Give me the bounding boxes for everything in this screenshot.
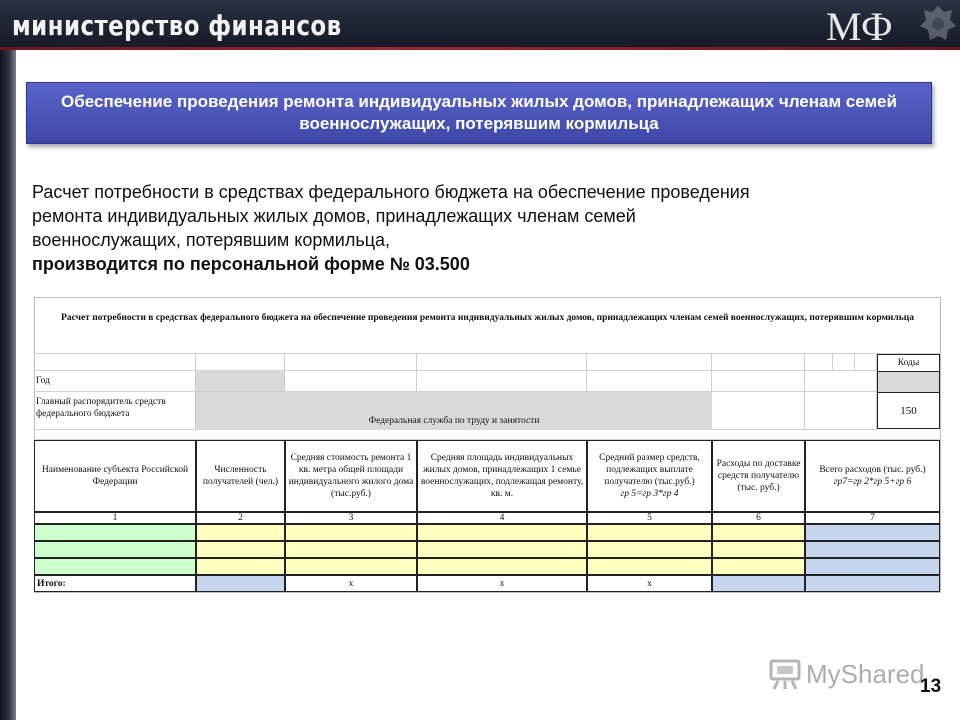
codes-header: Коды	[877, 354, 940, 372]
col-header-total-text: Всего расходов (тыс. руб.)	[819, 465, 926, 475]
grid-cell	[587, 371, 712, 392]
table-row-3-avg-payment[interactable]	[587, 558, 712, 575]
col-header-avg-payment-text: Средний размер средств, подлежащих выплате получателю (тыс.руб.)	[599, 453, 700, 487]
col-header-avg-payment	[587, 440, 712, 512]
total-delivery	[712, 575, 805, 592]
total-x-avg-cost: х	[285, 575, 417, 592]
col-header-avg-cost: Средняя стоимость ремонта 1 кв. метра общей площади индивидуального жилого дома (тыс.руб.)	[285, 440, 417, 512]
col-header-delivery: Расходы по доставке средств получателю (тыс. руб.)	[712, 440, 805, 512]
grid-cell	[833, 354, 855, 371]
table-row-1-region[interactable]	[34, 524, 196, 541]
table-row-1-avg-payment[interactable]	[587, 524, 712, 541]
section-title-banner	[26, 82, 932, 144]
col-number: 3	[285, 512, 417, 524]
total-x-avg-payment: х	[587, 575, 712, 592]
intro-line-1: Расчет потребности в средствах федерального бюджета на обеспечение проведения	[32, 182, 750, 202]
col-number: 5	[587, 512, 712, 524]
distributor-value[interactable]: Федеральная служба по труду и занятости	[196, 392, 712, 430]
table-row-3-avg-cost[interactable]	[285, 558, 417, 575]
table-row-1-delivery[interactable]	[712, 524, 805, 541]
col-header-recipients: Численность получателей (чел.)	[196, 440, 285, 512]
total-x-avg-area: х	[417, 575, 587, 592]
grid-cell	[285, 371, 417, 392]
total-recipients	[196, 575, 285, 592]
table-row-2-region[interactable]	[34, 541, 196, 558]
table-row-1-recipients[interactable]	[196, 524, 285, 541]
grid-cell	[587, 354, 712, 371]
table-row-3-region[interactable]	[34, 558, 196, 575]
table-row-1-avg-area[interactable]	[417, 524, 587, 541]
table-row-3-delivery[interactable]	[712, 558, 805, 575]
intro-text	[32, 180, 912, 276]
formula-col5: гр 5=гр 3*гр 4	[620, 489, 679, 499]
table-row-2-avg-payment[interactable]	[587, 541, 712, 558]
intro-line-3: военнослужащих, потерявшим кормильца,	[32, 230, 391, 250]
blank-row	[34, 337, 941, 354]
table-row-3-recipients[interactable]	[196, 558, 285, 575]
table-row-3-avg-area[interactable]	[417, 558, 587, 575]
col-number: 7	[805, 512, 940, 524]
table-row-2-avg-cost[interactable]	[285, 541, 417, 558]
table-row-2-avg-area[interactable]	[417, 541, 587, 558]
form-03500-table	[34, 297, 941, 593]
header-bar	[0, 0, 960, 50]
ministry-title: министерство финансов	[12, 9, 342, 42]
grid-cell	[417, 354, 587, 371]
page-number: 13	[920, 676, 942, 697]
year-input[interactable]	[196, 371, 285, 392]
logo-text: МФ	[826, 4, 893, 46]
formula-col7: гр7=гр 2*гр 5+гр 6	[833, 477, 912, 487]
grid-cell	[712, 354, 805, 371]
grid-cell	[805, 354, 833, 371]
col-number: 4	[417, 512, 587, 524]
table-row-1-total	[805, 524, 940, 541]
intro-form-reference: производится по персональной форме № 03.500	[32, 254, 470, 274]
distributor-label: Главный распорядитель средств федерального бюджета	[34, 392, 196, 430]
col-header-region: Наименование субъекта Российской Федерации	[34, 440, 196, 512]
grid-cell	[855, 354, 877, 371]
total-expenses	[805, 575, 940, 592]
grid-cell	[34, 354, 196, 371]
table-row-2-recipients[interactable]	[196, 541, 285, 558]
myshared-watermark	[768, 654, 925, 694]
ministry-logo	[822, 2, 916, 46]
form-title: Расчет потребности в средствах федерального бюджета на обеспечение проведения ремонта индивидуальных жилых домов, принадлежащих членам семей военнослужащих, потерявшим кормильца	[61, 313, 914, 323]
grid-cell	[417, 371, 587, 392]
banner-text: Обеспечение проведения ремонта индивидуальных жилых домов, принадлежащих членам семей военнослужащих, потерявшим кормильца	[61, 92, 897, 133]
col-number: 6	[712, 512, 805, 524]
grid-cell	[196, 354, 285, 371]
watermark-text: MyShared	[806, 658, 925, 689]
col-number: 2	[196, 512, 285, 524]
table-row-3-total	[805, 558, 940, 575]
grid-cell	[805, 371, 877, 392]
grid-cell	[712, 392, 805, 430]
total-label: Итого:	[34, 575, 196, 592]
projector-icon	[768, 657, 802, 691]
year-code-cell[interactable]	[877, 372, 940, 393]
table-row-2-total	[805, 541, 940, 558]
left-decor-stripe	[0, 50, 16, 720]
table-row-2-delivery[interactable]	[712, 541, 805, 558]
blank-row	[34, 430, 941, 440]
coat-of-arms-icon	[916, 2, 960, 46]
col-header-total	[805, 440, 940, 512]
year-label: Год	[34, 371, 196, 392]
grid-cell	[805, 392, 877, 430]
distributor-code: 150	[877, 393, 940, 429]
col-header-avg-area: Средняя площадь индивидуальных жилых домов, принадлежащих 1 семье военнослужащих, подлежащая ремонту, кв. м.	[417, 440, 587, 512]
grid-cell	[285, 354, 417, 371]
grid-cell	[712, 371, 805, 392]
col-number: 1	[34, 512, 196, 524]
table-row-1-avg-cost[interactable]	[285, 524, 417, 541]
intro-line-2: ремонта индивидуальных жилых домов, принадлежащих членам семей	[32, 206, 636, 226]
